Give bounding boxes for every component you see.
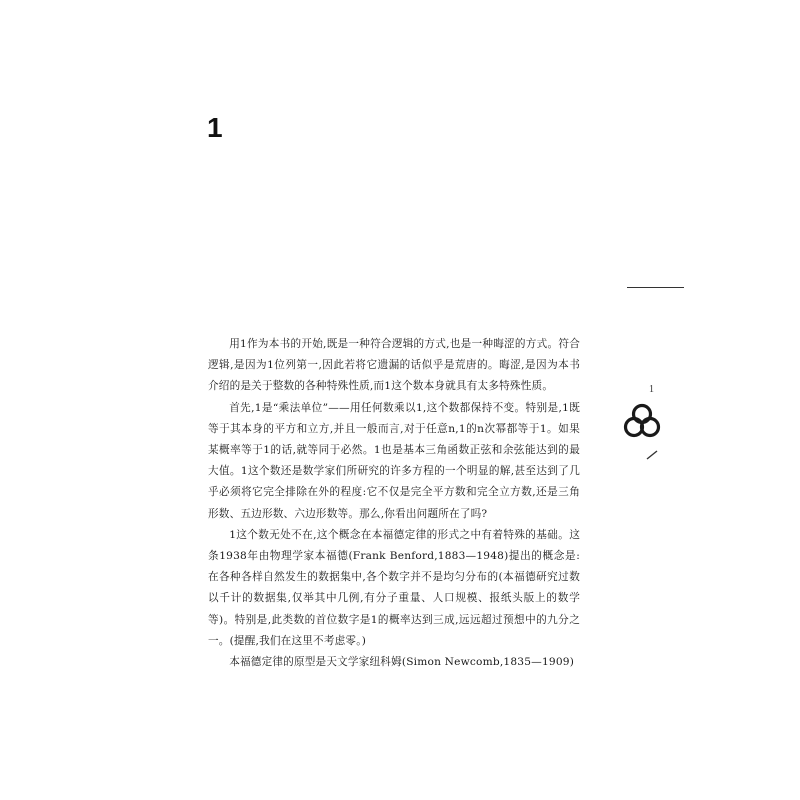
paragraph-4: 本福德定律的原型是天文学家纽科姆(Simon Newcomb,1835—1909): [229, 656, 575, 669]
margin-rule: [627, 287, 684, 288]
paragraph-3: 1这个数无处不在,这个概念在本福德定律的形式之中有着特殊的基础。这条1938年由物理学家本福德(Frank Benford,1883—1948)提出的概念是:在各种各样自然发生的数据集中,各个数字并不是均匀分布的(本福德研究过数以千计的数据集,仅举其中几例,有分子重量、人口规模、报纸头版上的数学等)。特别是,此类数的首位数字是1的概率达到三成,远远超过预想中的九分之一。(提醒,我们在这里不考虑零。): [208, 528, 580, 647]
pencil-mark-icon: [645, 450, 659, 460]
trefoil-knot-icon: [622, 402, 662, 440]
paragraph-1: 用1作为本书的开始,既是一种符合逻辑的方式,也是一种晦涩的方式。符合逻辑,是因为1位列第一,因此若将它遗漏的话似乎是荒唐的。晦涩,是因为本书介绍的是关于整数的各种特殊性质,而1这个数本身就具有太多特殊性质。: [208, 338, 580, 393]
chapter-number: 1: [207, 112, 223, 143]
margin-page-number: 1: [649, 384, 654, 395]
paragraph-2: 首先,1是“乘法单位”——用任何数乘以1,这个数都保持不变。特别是,1既等于其本身的平方和立方,并且一般而言,对于任意n,1的n次幂都等于1。如果某概率等于1的话,就等同于必然。1也是基本三角函数正弦和余弦能达到的最大值。1这个数还是数学家们所研究的许多方程的一个明显的解,甚至达到了几乎必须将它完全排除在外的程度:它不仅是完全平方数和完全立方数,还是三角形数、五边形数、六边形数等。那么,你看出问题所在了吗?: [208, 401, 580, 520]
body-text: [208, 334, 580, 673]
